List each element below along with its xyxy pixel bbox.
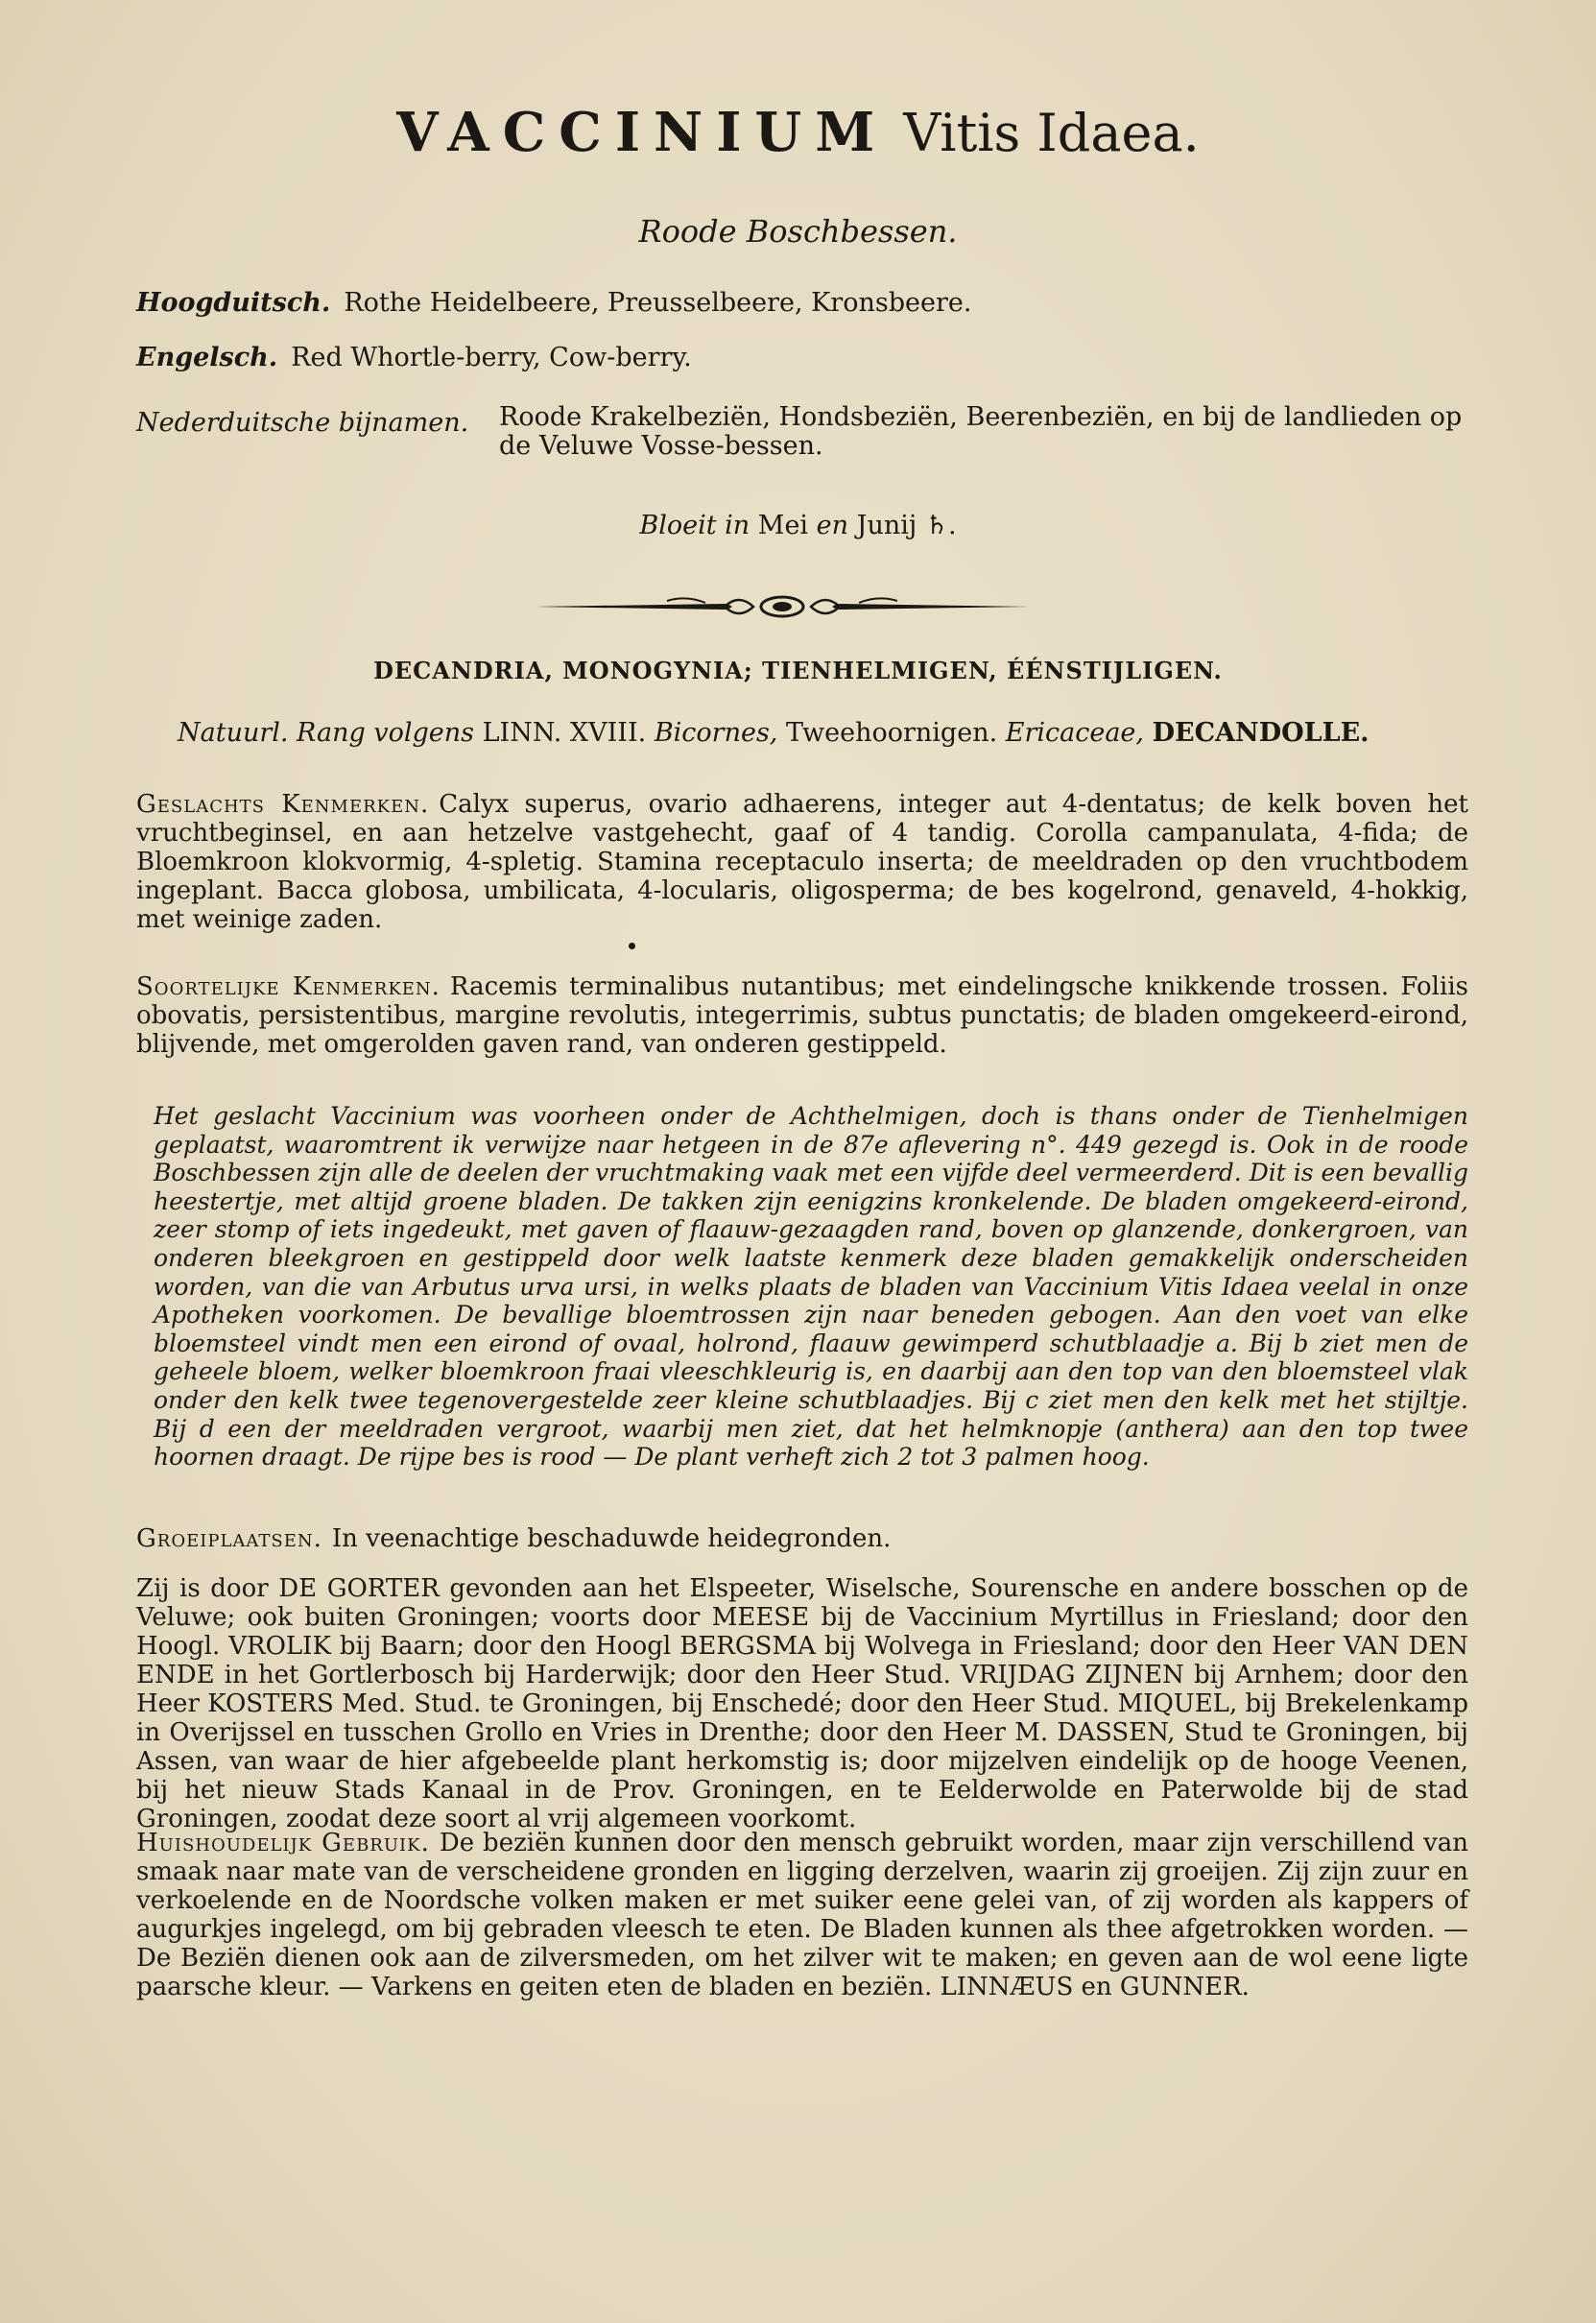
page-title: [0, 101, 1596, 164]
linnaean-classification: DECANDRIA, MONOGYNIA; TIENHELMIGEN, ÉÉNSTIJLIGEN.: [373, 657, 1223, 684]
natural-rank-line: [178, 718, 1370, 748]
habitat: [136, 1524, 1468, 1553]
title-genus: VACCINIUM: [396, 101, 889, 164]
household-use-text: De beziën kunnen door den mensch gebruikt worden, maar zijn verschillend van smaak naar mate van de verscheidene gronden en ligging derzelven, waarin zij groeijen. Zij zijn zuur en verkoelende en de Noordsche volken maken er met suiker eene gelei van, of zij worden als kappers of augurkjes ingelegd, om bij gebraden vleesch te eten. De Bladen kunnen als thee afgetrokken worden. — De Beziën dienen ook aan de zilversmeden, om het zilver wit te maken; en geven aan de wol eene ligte paarsche kleur. — Varkens en geiten eten de bladen en beziën. LINNÆUS en GUNNER.: [136, 1829, 1468, 2001]
flowering-b: Mei: [757, 511, 809, 540]
german-label: Hoogduitsch.: [136, 288, 331, 318]
dutch-nicknames-text: Roode Krakelbeziën, Hondsbeziën, Beerenbeziën, en bij de landlieden op de Veluwe Vosse-bessen.: [499, 402, 1463, 461]
flowering-a: Bloeit in: [639, 511, 750, 540]
species-characteristics-text: Racemis terminalibus nutantibus; met eindelingsche knikkende trossen. Foliis obovatis, persistentibus, margine revolutis, integerrimis, subtus punctatis; de bladen omgekeerd-eirond, blijvende, met omgerolden gaven rand, van onderen gestippeld.: [136, 972, 1468, 1059]
dutch-nicknames-label: Nederduitsche bijnamen.: [136, 408, 469, 438]
flowering-d: Junij ♄.: [856, 511, 957, 540]
species-characteristics-label: Soortelijke Kenmerken.: [136, 972, 441, 1001]
habitat-text: In veenachtige beschaduwde heidegronden.: [331, 1524, 892, 1553]
flowering-line: [0, 511, 1596, 540]
german-names: [136, 288, 1470, 319]
divider-ornament: [533, 587, 1032, 626]
stray-dot: [629, 943, 635, 949]
rank-tweehoornigen: Tweehoornigen.: [785, 718, 998, 748]
rank-ericaceae: Ericaceae,: [1005, 718, 1144, 748]
english-label: Engelsch.: [136, 343, 278, 372]
rank-prefix: Natuurl. Rang volgens: [178, 718, 475, 748]
rank-number: XVIII.: [569, 718, 647, 748]
english-text: Red Whortle-berry, Cow-berry.: [291, 343, 692, 372]
rank-bicornes: Bicornes,: [654, 718, 778, 748]
title-species: Vitis Idaea.: [903, 103, 1200, 163]
species-characteristics: [136, 972, 1468, 1059]
habitat-label: Groeiplaatsen.: [136, 1524, 322, 1553]
genus-characteristics-text: Calyx superus, ovario adhaerens, integer aut 4-dentatus; de kelk boven het vruchtbeginsel, en aan hetzelve vastgehecht, gaaf of 4 tandig. Corolla campanulata, 4-fida; de Bloemkroon klokvormig, 4-spletig. Stamina receptaculo inserta; de meeldraden op den vruchtbodem ingeplant. Bacca globosa, umbilicata, 4-locularis, oligosperma; de bes kogelrond, genaveld, 4-hokkig, met weinige zaden.: [136, 790, 1468, 934]
genus-characteristics: [136, 790, 1468, 934]
household-use-label: Huishoudelijk Gebruik.: [136, 1829, 430, 1857]
species-description: Het geslacht Vaccinium was voorheen onder de Achthelmigen, doch is thans onder de Tienhelmigen geplaatst, waaromtrent ik verwijze naar hetgeen in de 87e aflevering n°. 449 gezegd is. Ook in de roode Boschbessen zijn alle de deelen der vruchtmaking vaak met een vijfde deel vermeerderd. Dit is een bevallig heestertje, met altijd groene bladen. De takken zijn eenigzins kronkelende. De bladen omgekeerd-eirond, zeer stomp of iets ingedeukt, met gaven of flaauw-gezaagden rand, boven op glanzende, donkergroen, van onderen bleekgroen en gestippeld door welk laatste kenmerk deze bladen gemakkelijk onderscheiden worden, van die van Arbutus urva ursi, in welks plaats de bladen van Vaccinium Vitis Idaea veelal in onze Apotheken voorkomen. De bevallige bloemtrossen zijn naar beneden gebogen. Aan den voet van elke bloemsteel vindt men een eirond of ovaal, holrond, flaauw gewimperd schutblaadje a. Bij b ziet men de geheele bloem, welker bloemkroon fraai vleeschkleurig is, en daarbij aan den top van den bloemsteel vlak onder den kelk twee tegenovergestelde zeer kleine schutblaadjes. Bij c ziet men den kelk met het stijltje. Bij d een der meeldraden vergroot, waarbij men ziet, dat het helmknopje (anthera) aan den top twee hoornen draagt. De rijpe bes is rood — De plant verheft zich 2 tot 3 palmen hoog.: [154, 1102, 1468, 1472]
flowering-c: en: [816, 511, 849, 540]
english-names: [136, 343, 1470, 373]
german-text: Rothe Heidelbeere, Preusselbeere, Kronsbeere.: [344, 288, 972, 318]
rank-linn: LINN.: [482, 718, 562, 748]
rank-decandolle: DECANDOLLE.: [1152, 718, 1370, 748]
genus-characteristics-label: Geslachts Kenmerken.: [136, 790, 430, 819]
household-use: [136, 1829, 1468, 2001]
locations-paragraph: Zij is door DE GORTER gevonden aan het Elspeeter, Wiselsche, Sourensche en andere bosschen op de Veluwe; ook buiten Groningen; voorts door MEESE bij de Vaccinium Myrtillus in Friesland; door den Hoogl. VROLIK bij Baarn; door den Hoogl BERGSMA bij Wolvega in Friesland; door den Heer VAN DEN ENDE in het Gortlerbosch bij Harderwijk; door den Heer Stud. VRIJDAG ZIJNEN bij Arnhem; door den Heer KOSTERS Med. Stud. te Groningen, bij Enschedé; door den Heer Stud. MIQUEL, bij Brekelenkamp in Overijssel en tusschen Grollo en Vries in Drenthe; door den Heer M. DASSEN, Stud te Groningen, bij Assen, van waar de hier afgebeelde plant herkomstig is; door mijzelven eindelijk op de hooge Veenen, bij het nieuw Stads Kanaal in de Prov. Groningen, en te Eelderwolde en Paterwolde bij de stad Groningen, zoodat deze soort al vrij algemeen voorkomt.: [136, 1574, 1468, 1833]
dutch-common-name: Roode Boschbessen.: [638, 213, 958, 250]
